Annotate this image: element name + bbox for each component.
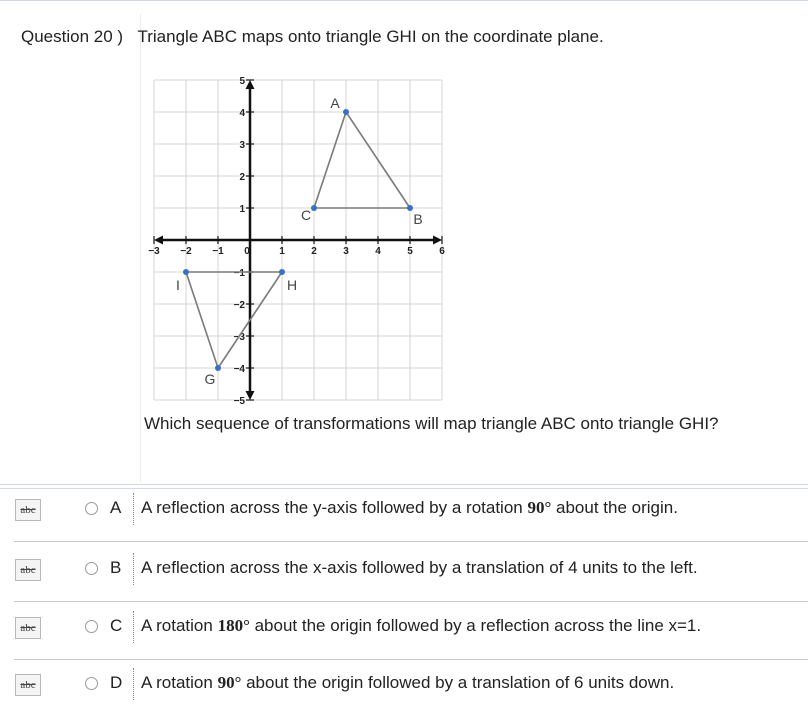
vertex-a [343, 109, 349, 115]
choice-divider [133, 493, 134, 525]
x-arrow-right [433, 236, 442, 245]
vertex-h [279, 269, 285, 275]
tri-abc-edges [314, 112, 410, 208]
axes [154, 80, 442, 400]
y-tick-label: 2 [239, 172, 245, 183]
x-arrow-left [154, 236, 163, 245]
x-tick-label: −1 [212, 246, 224, 257]
y-tick-label: 1 [239, 204, 245, 215]
y-arrow-down [246, 391, 255, 400]
choice-row-c[interactable] [0, 607, 808, 665]
choice-text-part: A rotation [141, 616, 218, 635]
y-tick-label: −4 [233, 364, 245, 375]
tri-ghi-edges [186, 272, 282, 368]
question-prompt: Triangle ABC maps onto triangle GHI on the coordinate plane. [137, 27, 604, 46]
x-tick-label: 2 [311, 246, 317, 257]
vertex-label-g: G [204, 371, 216, 387]
choice-text[interactable] [141, 498, 678, 518]
vertex-i [183, 269, 189, 275]
choice-divider [133, 611, 134, 643]
choice-text-part: A rotation [141, 673, 218, 692]
choice-text-part: about the origin. [551, 498, 678, 517]
choice-math: 90° [527, 498, 552, 517]
stem-column [0, 14, 141, 482]
choice-text[interactable] [141, 673, 674, 693]
vertex-b [407, 205, 413, 211]
choice-separator [14, 659, 808, 660]
choice-separator [14, 541, 808, 542]
cross-out-button[interactable]: abc [15, 559, 41, 581]
cross-out-button[interactable]: abc [15, 617, 41, 639]
choice-letter: D [110, 673, 123, 692]
cross-out-button[interactable]: abc [15, 674, 41, 696]
choice-text[interactable] [141, 558, 698, 578]
vertex-label-i: I [176, 277, 180, 293]
vertex-c [311, 205, 317, 211]
choice-row-a[interactable] [0, 489, 808, 547]
choice-letter: A [110, 498, 122, 517]
y-tick-label: −2 [233, 300, 245, 311]
choice-row-b[interactable] [0, 549, 808, 607]
choice-divider [133, 668, 134, 700]
y-tick-label: 3 [239, 140, 245, 151]
choice-text[interactable] [141, 616, 701, 636]
y-tick-label: −3 [233, 332, 245, 343]
y-tick-label: −1 [233, 268, 245, 279]
choice-radio-d[interactable] [85, 677, 98, 690]
coordinate-graph [148, 70, 460, 410]
vertex-label-h: H [286, 277, 298, 293]
x-tick-label: 4 [375, 246, 381, 257]
choice-radio-a[interactable] [85, 502, 98, 515]
vertex-g [215, 365, 221, 371]
vertex-label-a: A [330, 95, 340, 111]
x-tick-label: 6 [439, 246, 445, 257]
y-arrow-up [246, 80, 255, 89]
choice-text-part: A reflection across the y-axis followed by a rotation [141, 498, 528, 517]
triangle-abc [301, 95, 423, 227]
y-tick-label: 4 [239, 108, 245, 119]
x-tick-label: 5 [407, 246, 413, 257]
y-tick-label: 5 [239, 76, 245, 87]
x-tick-label: 1 [279, 246, 285, 257]
choice-math: 180° [217, 616, 250, 635]
sub-question: Which sequence of transformations will map triangle ABC onto triangle GHI? [144, 414, 719, 433]
choice-letter: B [110, 558, 122, 577]
choice-text-part: about the origin followed by a reflection across the line x=1. [249, 616, 702, 635]
y-tick-label: −5 [233, 396, 245, 407]
choice-radio-c[interactable] [85, 620, 98, 633]
cross-out-button[interactable]: abc [15, 499, 41, 521]
choice-divider [133, 553, 134, 585]
vertex-label-c: C [300, 207, 312, 223]
choice-separator [14, 601, 808, 602]
choice-row-d[interactable] [0, 664, 808, 722]
x-tick-label: 3 [343, 246, 349, 257]
x-tick-label: −3 [148, 246, 160, 257]
choice-text-part: about the origin followed by a translation of 6 units down. [241, 673, 675, 692]
x-tick-label: −2 [180, 246, 192, 257]
vertex-label-b: B [413, 211, 423, 227]
question-number: Question 20 ) [21, 27, 124, 46]
choice-radio-b[interactable] [85, 562, 98, 575]
choice-math: 90° [217, 673, 242, 692]
question-header [21, 27, 604, 47]
choice-letter: C [110, 616, 123, 635]
choice-text-part: A reflection across the x-axis followed by a translation of 4 units to the left. [141, 558, 698, 577]
x-tick-label: 0 [244, 246, 250, 257]
tick-labels [148, 76, 445, 407]
top-rule [0, 0, 808, 1]
